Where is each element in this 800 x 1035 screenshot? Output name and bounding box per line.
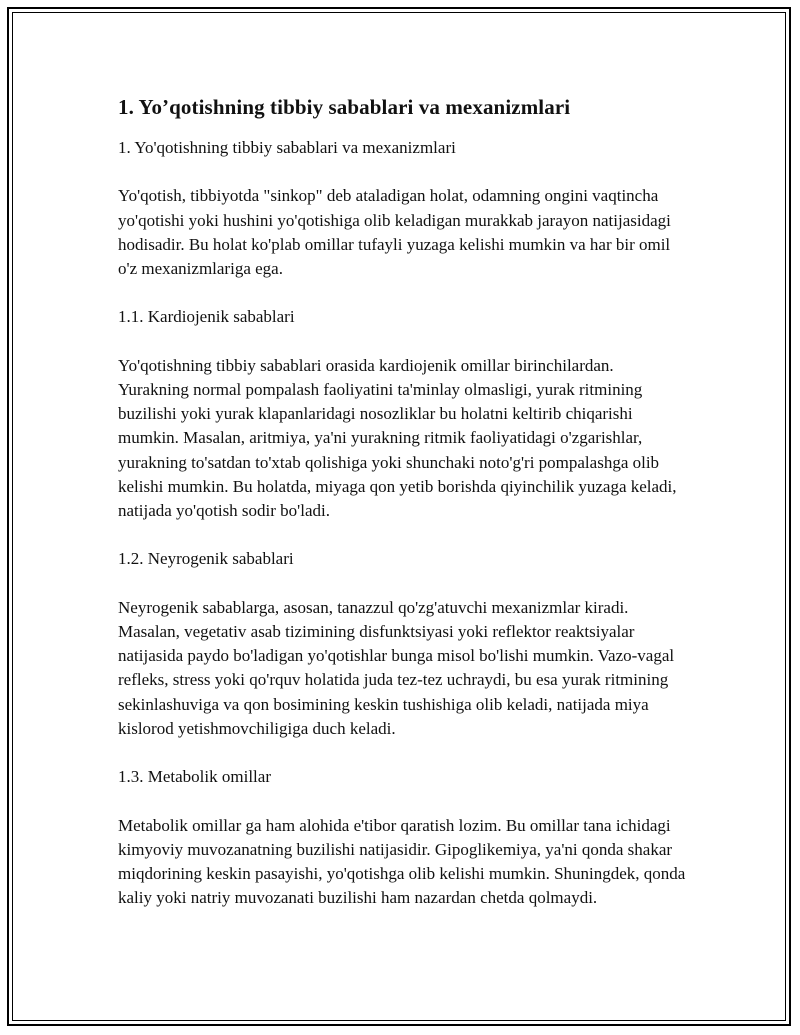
document-body: [118, 93, 688, 935]
section-heading-cardiogenic: 1.1. Kardiojenik sabablari: [118, 307, 295, 327]
document-title: 1. Yo’qotishning tibbiy sabablari va mexanizmlari: [118, 95, 571, 119]
intro-paragraph: Yo'qotish, tibbiyotda "sinkop" deb ataladigan holat, odamning ongini vaqtincha yo'qotishi yoki hushini yo'qotishiga olib keladigan murakkab jarayon natijasidagi hodisadir. Bu holat ko'plab omillar tufayli yuzaga kelishi mumkin va har bir omil o'z mexanizmlariga ega.: [118, 186, 671, 278]
section-heading-neurogenic: 1.2. Neyrogenik sabablari: [118, 549, 294, 569]
cardiogenic-paragraph: Yo'qotishning tibbiy sabablari orasida kardiojenik omillar birinchilardan. Yurakning normal pompalash faoliyatini ta'minlay olmasligi, yurak ritmining buzilishi yoki yurak klapanlaridagi nosozliklar bu holatni keltirib chiqarishi mumkin. Masalan, aritmiya, ya'ni yurakning ritmik faoliyatidagi o'zgarishlar, yurakning to'satdan to'xtab qolishiga yoki shunchaki noto'g'ri pompalashga olib kelishi mumkin. Bu holatda, miyaga qon yetib borishda qiyinchilik yuzaga keladi, natijada yo'qotish sodir bo'ladi.: [118, 355, 677, 520]
section-heading-metabolic: 1.3. Metabolik omillar: [118, 767, 271, 787]
metabolic-paragraph: Metabolik omillar ga ham alohida e'tibor qaratish lozim. Bu omillar tana ichidagi kimyoviy muvozanatning buzilishi natijasidir. Gipoglikemiya, ya'ni qonda shakar miqdorining keskin pasayishi, yo'qotishga olib kelishi mumkin. Shuningdek, qonda kaliy yoki natriy muvozanati buzilishi ham nazardan chetda qolmaydi.: [118, 815, 686, 908]
section-heading-main: 1. Yo'qotishning tibbiy sabablari va mexanizmlari: [118, 138, 456, 157]
neurogenic-paragraph: Neyrogenik sabablarga, asosan, tanazzul qo'zg'atuvchi mexanizmlar kiradi. Masalan, vegetativ asab tizimining disfunktsiyasi yoki reflektor reaktsiyalar natijasida paydo bo'ladigan yo'qotishlar bunga misol bo'lishi mumkin. Vazo-vagal refleks, stress yoki qo'rquv holatida juda tez-tez uchraydi, bu esa yurak ritmining sekinlashuviga va qon bosimining keskin tushishiga olib keladi, natijada miya kislorod yetishmovchiligiga duch keladi.: [118, 597, 675, 738]
